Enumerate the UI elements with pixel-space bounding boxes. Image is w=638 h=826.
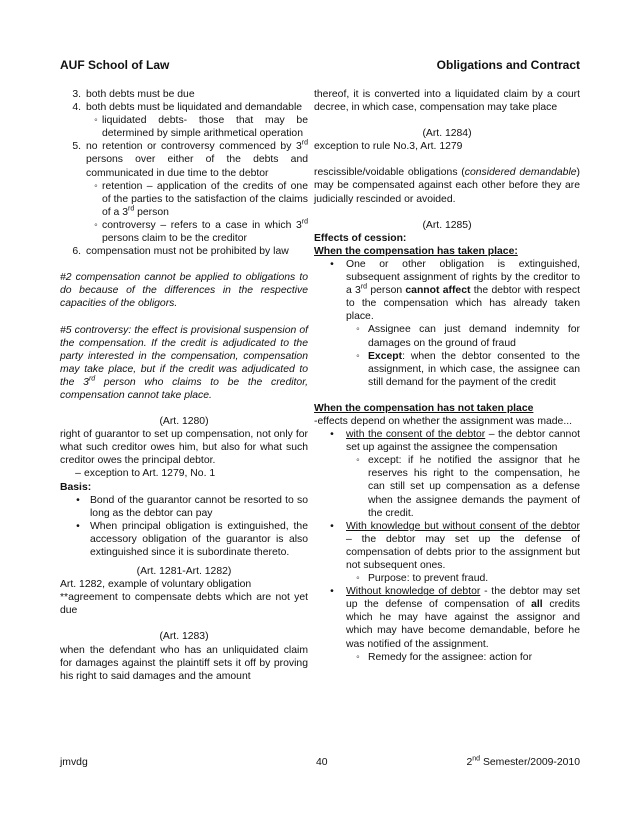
knowledge-item: • With knowledge but without consent of the debtor – the debtor may set up the defense of compensation of debts prior to the assignment but not subsequent ones. <box>330 520 580 571</box>
rescissible-paragraph: rescissible/voidable obligations (considered demandable) may be compensated against each other before they are judicially rescinded or avoided. <box>314 167 580 205</box>
art-1280-text: right of guarantor to set up compensation, not only for what such creditor owes him, but also for what such creditor owes the principal debtor. <box>60 429 308 467</box>
taken-sub-1: ◦ Assignee can just demand indemnity for damages on the ground of fraud <box>356 324 580 349</box>
effects-heading: Effects of cession: <box>314 232 407 244</box>
art-1283-text: when the defendant who has an unliquidated claim for damages against the plaintiff sets it off by proving his right to said damages and the amount <box>60 644 308 682</box>
agreement-note: **agreement to compensate debts which are not yet due <box>60 592 308 617</box>
no-knowledge-sub: ◦ Remedy for the assignee: action for <box>356 651 533 663</box>
list-item-3: 3. both debts must be due <box>72 89 195 100</box>
right-column <box>314 88 580 664</box>
taken-item-1: • One or other obligation is extinguished, subsequent assignment of rights by the creditor to a 3rd person cannot affect the debtor with respect to the compensation which has already taken place. <box>330 258 581 323</box>
heading-art-1284: (Art. 1284) <box>422 128 472 140</box>
header-subject: Obligations and Contract <box>436 58 580 72</box>
left-column <box>60 88 308 683</box>
sub-item-controversy: ◦ controversy – refers to a case in which 3rd persons claim to be the creditor <box>94 218 308 245</box>
note-2: #2 compensation cannot be applied to obligations to do because of the differences in the respective capacities of the obligors. <box>60 272 308 310</box>
exception-1279: – exception to Art. 1279, No. 1 <box>75 468 216 480</box>
knowledge-sub: ◦ Purpose: to prevent fraud. <box>356 573 489 585</box>
not-taken-heading: When the compensation has not taken place <box>314 402 534 414</box>
list-item-5: 5. no retention or controversy commenced by 3rd persons over either of the debts and communicated in due time to the debtor <box>72 139 308 179</box>
taken-sub-2: ◦ Except: when the debtor consented to the assignment, in which case, the assignee can still demand for the payment of the credit <box>356 350 580 388</box>
no-knowledge-item: • Without knowledge of debtor - the debtor may set up the defense of compensation of all credits which he may have against the assignor and which may have become demandable, before he was notified of the assignment. <box>330 586 580 650</box>
footer-semester: 2nd Semester/2009-2010 <box>466 755 580 768</box>
note-5: #5 controversy: the effect is provisional suspension of the compensation. If the credit is adjudicated to the party interested in the compensation, compensation may take place, but if the credit was adjudicated to the 3rd person who claims to be the creditor, compensation cannot take place. <box>60 324 308 401</box>
list-item-6: 6. compensation must not be prohibited by law <box>72 246 289 258</box>
consent-item: • with the consent of the debtor – the debtor cannot set up against the assignee the compensation <box>330 429 580 454</box>
basis-item-1: • Bond of the guarantor cannot be resorted to so long as the debtor can pay <box>76 494 308 519</box>
basis-label: Basis: <box>60 481 92 493</box>
list-item-4: 4. both debts must be liquidated and demandable <box>72 102 303 114</box>
heading-art-1283: (Art. 1283) <box>159 631 209 643</box>
effects-depend: -effects depend on whether the assignment was made... <box>314 415 572 427</box>
heading-art-1280: (Art. 1280) <box>159 416 209 428</box>
art-1283-continued: thereof, it is converted into a liquidated claim by a court decree, in which case, compensation may take place <box>314 89 580 114</box>
heading-art-1281: (Art. 1281-Art. 1282) <box>136 566 232 578</box>
sub-item-liquidated: ◦ liquidated debts- those that may be determined by simple arithmetical operation <box>94 115 308 140</box>
art-1282-text: Art. 1282, example of voluntary obligation <box>60 579 252 591</box>
taken-place-heading: When the compensation has taken place: <box>314 245 518 257</box>
sub-item-retention: ◦ retention – application of the credits of one of the parties to the satisfaction of the claims of a 3rd person <box>94 180 308 218</box>
header-school: AUF School of Law <box>60 58 170 72</box>
consent-sub: ◦ except: if he notified the assignor that he reserves his right to the compensation, he can still set up compensation as a defense when the assignee demands the payment of the credit. <box>356 455 580 519</box>
exception-rule-3: exception to rule No.3, Art. 1279 <box>314 141 463 153</box>
page-number: 40 <box>316 757 328 768</box>
basis-item-2: • When principal obligation is extinguished, the accessory obligation of the guarantor is also extinguished since it is subordinate thereto. <box>76 520 308 558</box>
heading-art-1285: (Art. 1285) <box>422 219 472 231</box>
footer-author: jmvdg <box>60 757 88 768</box>
